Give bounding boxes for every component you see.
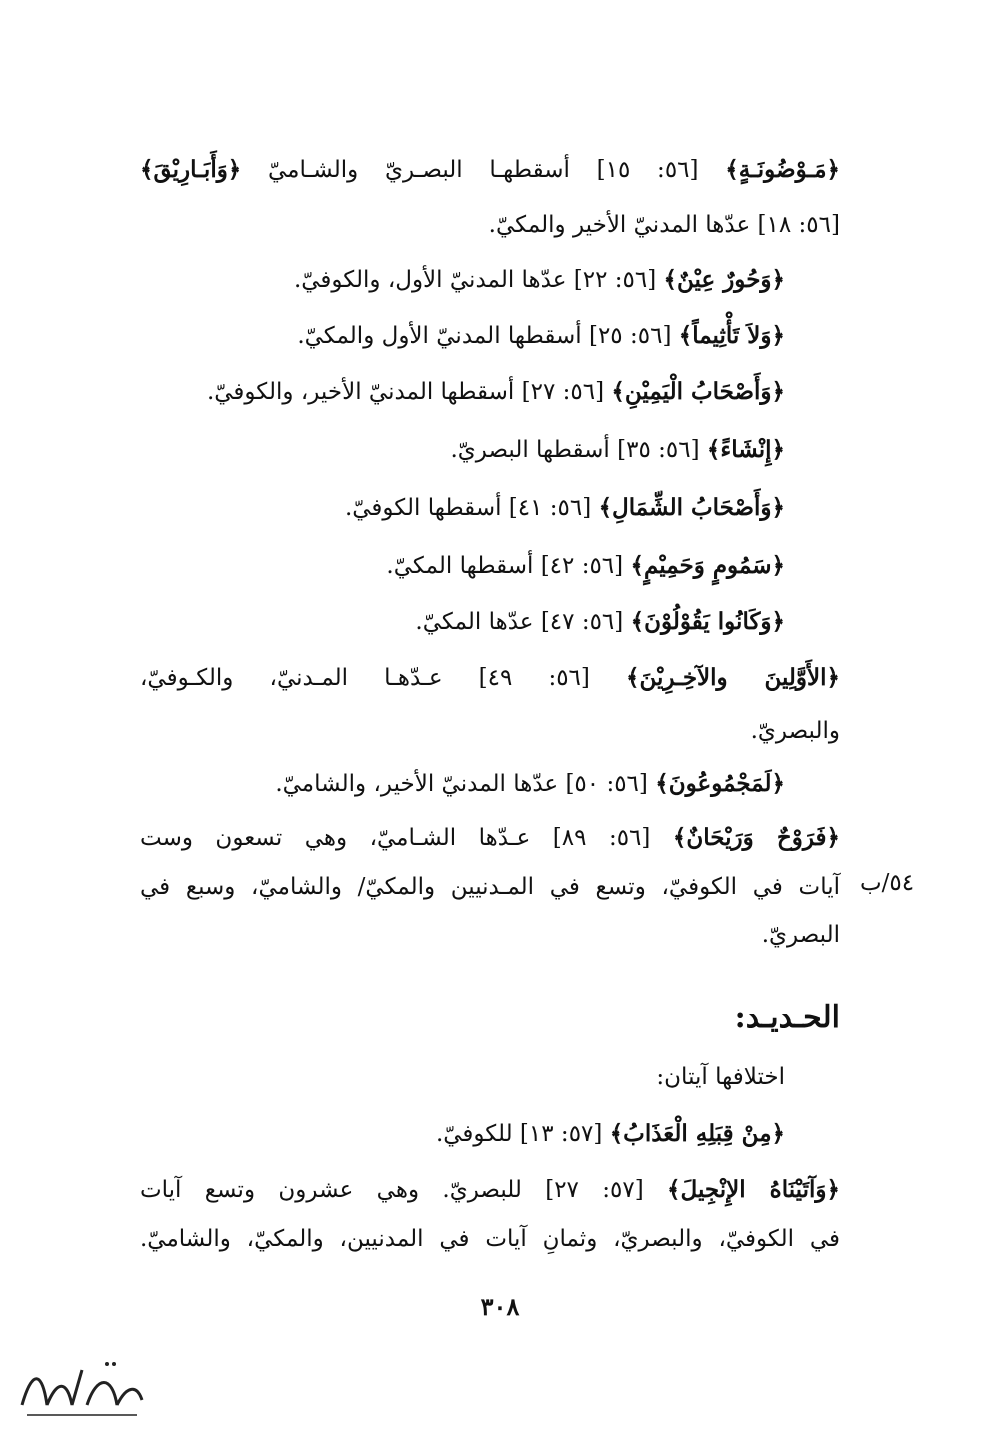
line-text: [٥٧: ١٣] للكوفيّ. <box>435 1121 610 1147</box>
text-line-7 <box>345 494 785 521</box>
page-number: ٣٠٨ <box>480 1292 520 1321</box>
quran-phrase: ﴿مِنْ قِبَلِهِ الْعَذَابُ﴾ <box>609 1120 785 1147</box>
section-heading: الحـديـد: <box>734 1000 840 1035</box>
line-text: [٥٦: ٣٥] أسقطها البصريّ. <box>450 437 707 463</box>
text-line-19 <box>140 1226 840 1252</box>
quran-phrase: ﴿وَآتَيْنَاهُ الإِنْجِيلَ﴾ <box>667 1176 840 1203</box>
margin-folio-note: ٥٤/ب <box>860 870 915 896</box>
quran-phrase: ﴿وَأَصْحَابُ الشِّمَالِ﴾ <box>598 494 785 521</box>
quran-phrase: ﴿مَـوْضُونَـةٍ﴾ <box>725 156 841 183</box>
quran-phrase: ﴿سَمُومٍ وَحَمِيْمٍ﴾ <box>630 552 785 579</box>
line-text: [٥٦: ١٨] عدّها المدنيّ الأخير والمكيّ. <box>488 212 840 238</box>
text-line-17 <box>436 1120 785 1147</box>
line-text: [٥٦: ١٥] أسقطهـا البصـريّ والشـاميّ <box>241 157 726 183</box>
quran-phrase: ﴿وَكَانُوا يَقُوْلُوْنَ﴾ <box>630 608 785 635</box>
text-line-10 <box>140 664 840 691</box>
text-line-13 <box>140 824 840 851</box>
quran-phrase: ﴿الأَوَّلِينَ والآخِـرِيْنَ﴾ <box>626 664 841 691</box>
line-text: [٥٦: ٥٠] عدّها المدنيّ الأخير، والشاميّ. <box>275 771 656 797</box>
line-text: [٥٦: ٢٢] عدّها المدنيّ الأول، والكوفيّ. <box>293 267 664 293</box>
text-line-1 <box>140 156 840 183</box>
text-line-5 <box>207 378 785 405</box>
text-line-16 <box>656 1064 785 1090</box>
line-text: [٥٦: ٨٩] عـدّها الشـاميّ، وهي تسعون وست <box>140 825 673 851</box>
text-line-15 <box>762 922 840 948</box>
line-text: [٥٧: ٢٧] للبصريّ. وهي عشرون وتسع آيات <box>140 1177 668 1203</box>
text-line-6 <box>450 436 785 463</box>
text-line-18 <box>140 1176 840 1203</box>
line-text: والبصريّ. <box>750 718 840 744</box>
text-line-14 <box>140 874 840 900</box>
text-line-11 <box>751 718 840 744</box>
text-line-3 <box>294 266 785 293</box>
line-text: [٥٦: ٤١] أسقطها الكوفيّ. <box>344 495 599 521</box>
line-text: [٥٦: ٤٩] عـدّهـا المـدنيّ، والكـوفيّ، <box>140 665 627 691</box>
quran-phrase: ﴿فَرَوْحٌ وَرَيْحَانٌ﴾ <box>672 824 840 851</box>
line-text: آيات في الكوفيّ، وتسع في المـدنيين والمكيّ/ والشاميّ، وسبع في <box>140 874 840 900</box>
text-line-4 <box>297 322 785 349</box>
line-text: [٥٦: ٢٧] أسقطها المدنيّ الأخير، والكوفيّ. <box>206 379 612 405</box>
quran-phrase: ﴿وَحُورٌ عِيْنٌ﴾ <box>663 266 785 293</box>
line-text: البصريّ. <box>761 922 840 948</box>
text-line-8 <box>386 552 785 579</box>
line-text: في الكوفيّ، والبصريّ، وثمانِ آيات في المدنيين، والمكيّ، والشاميّ. <box>140 1226 840 1252</box>
quran-phrase: ﴿إِنْشَاءً﴾ <box>706 436 785 463</box>
line-text: [٥٦: ٤٧] عدّها المكيّ. <box>415 609 631 635</box>
line-text: اختلافها آيتان: <box>656 1064 785 1090</box>
quran-phrase: ﴿لَمَجْمُوعُونَ﴾ <box>655 770 785 797</box>
text-line-2 <box>489 212 840 238</box>
line-text: [٥٦: ٤٢] أسقطها المكيّ. <box>386 553 631 579</box>
quran-phrase: ﴿وَأَبَـارِيْقَ﴾ <box>140 156 242 183</box>
quran-phrase: ﴿وَلاَ تَأْثِيماً﴾ <box>678 322 785 349</box>
quran-phrase: ﴿وَأَصْحَابُ الْيَمِيْنِ﴾ <box>611 378 785 405</box>
text-line-9 <box>415 608 785 635</box>
line-text: [٥٦: ٢٥] أسقطها المدنيّ الأول والمكيّ. <box>297 323 679 349</box>
text-line-12 <box>275 770 785 797</box>
publisher-logo-icon <box>12 1350 152 1430</box>
